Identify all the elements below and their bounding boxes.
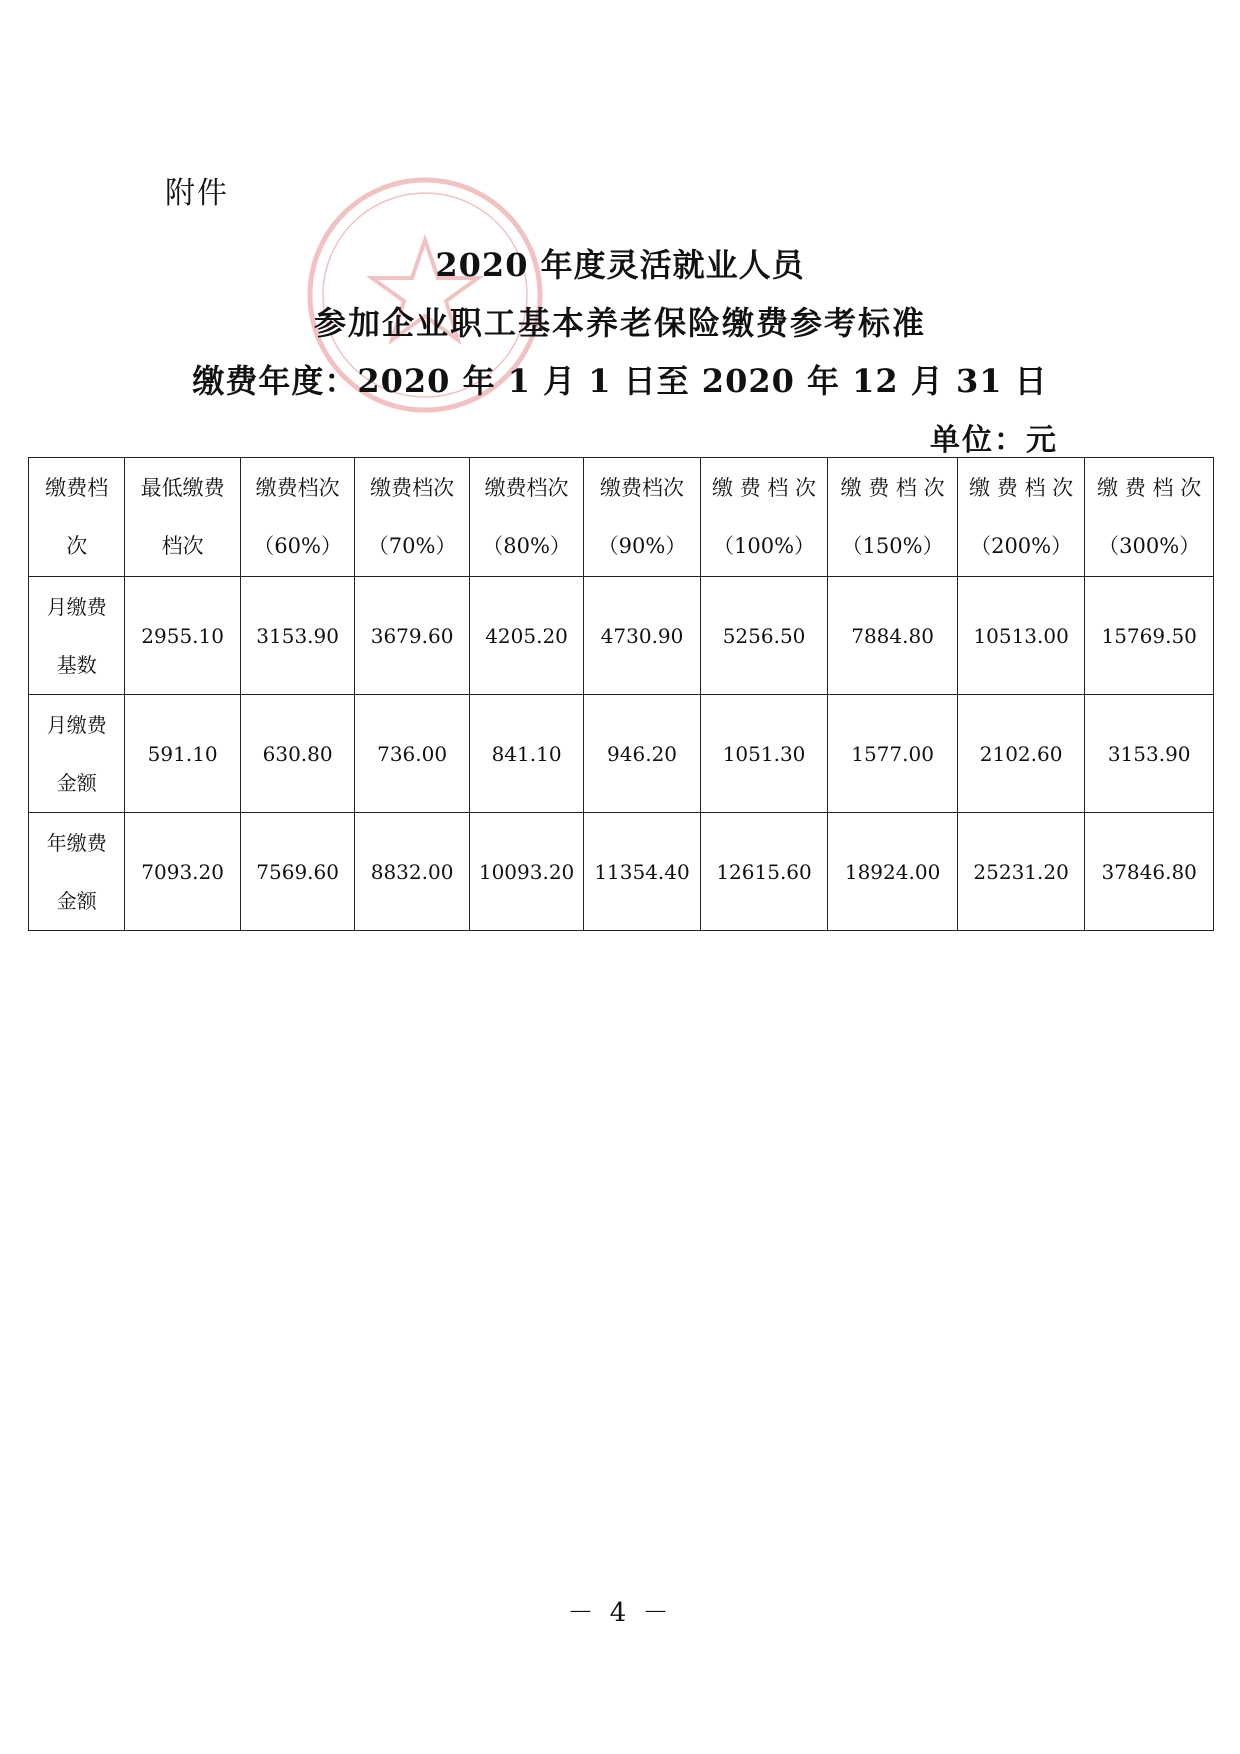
- header-cell: 缴费档次 （70%）: [355, 458, 469, 577]
- table-cell: 37846.80: [1085, 813, 1214, 931]
- table-cell: 736.00: [355, 695, 469, 813]
- table-cell: 3153.90: [1085, 695, 1214, 813]
- table-cell: 3679.60: [355, 577, 469, 695]
- table-cell: 25231.20: [957, 813, 1085, 931]
- table-cell: 2955.10: [125, 577, 240, 695]
- header-cell: 缴费档次 （60%）: [240, 458, 354, 577]
- table-cell: 7093.20: [125, 813, 240, 931]
- document-title-line1: 2020 年度灵活就业人员: [435, 246, 805, 284]
- header-cell: 缴 费 档 次 （200%）: [957, 458, 1085, 577]
- attachment-label: 附件: [165, 176, 229, 211]
- table-cell: 11354.40: [584, 813, 700, 931]
- row-label: 月缴费 金额: [29, 695, 125, 813]
- table-row-monthly-base: [29, 577, 1214, 695]
- table-cell: 2102.60: [957, 695, 1085, 813]
- table-cell: 1577.00: [828, 695, 958, 813]
- header-cell: 缴 费 档 次 （300%）: [1085, 458, 1214, 577]
- header-cell: 缴 费 档 次 （100%）: [700, 458, 828, 577]
- table-cell: 591.10: [125, 695, 240, 813]
- table-cell: 5256.50: [700, 577, 828, 695]
- table-cell: 10513.00: [957, 577, 1085, 695]
- table-cell: 946.20: [584, 695, 700, 813]
- table-cell: 841.10: [469, 695, 583, 813]
- table-cell: 8832.00: [355, 813, 469, 931]
- page-number: － 4 －: [567, 1598, 673, 1628]
- header-cell: 缴费档次 （90%）: [584, 458, 700, 577]
- unit-label: 单位：元: [930, 423, 1058, 458]
- table-cell: 1051.30: [700, 695, 828, 813]
- header-cell: 最低缴费 档次: [125, 458, 240, 577]
- table-cell: 630.80: [240, 695, 354, 813]
- table-cell: 7569.60: [240, 813, 354, 931]
- header-cell: 缴费档次 （80%）: [469, 458, 583, 577]
- table-cell: 12615.60: [700, 813, 828, 931]
- table-cell: 4205.20: [469, 577, 583, 695]
- document-title-line2: 参加企业职工基本养老保险缴费参考标准: [313, 304, 926, 342]
- document-title-line3: 缴费年度：2020 年 1 月 1 日至 2020 年 12 月 31 日: [192, 362, 1048, 400]
- header-cell: 缴 费 档 次 （150%）: [828, 458, 958, 577]
- table-row-monthly-amount: [29, 695, 1214, 813]
- table-cell: 4730.90: [584, 577, 700, 695]
- table-cell: 18924.00: [828, 813, 958, 931]
- header-cell: 缴费档 次: [29, 458, 125, 577]
- table-row-annual-amount: [29, 813, 1214, 931]
- row-label: 年缴费 金额: [29, 813, 125, 931]
- table-header-row: [29, 458, 1214, 577]
- table-cell: 15769.50: [1085, 577, 1214, 695]
- table-cell: 3153.90: [240, 577, 354, 695]
- row-label: 月缴费 基数: [29, 577, 125, 695]
- table-cell: 7884.80: [828, 577, 958, 695]
- contribution-standard-table: [28, 457, 1214, 931]
- table-cell: 10093.20: [469, 813, 583, 931]
